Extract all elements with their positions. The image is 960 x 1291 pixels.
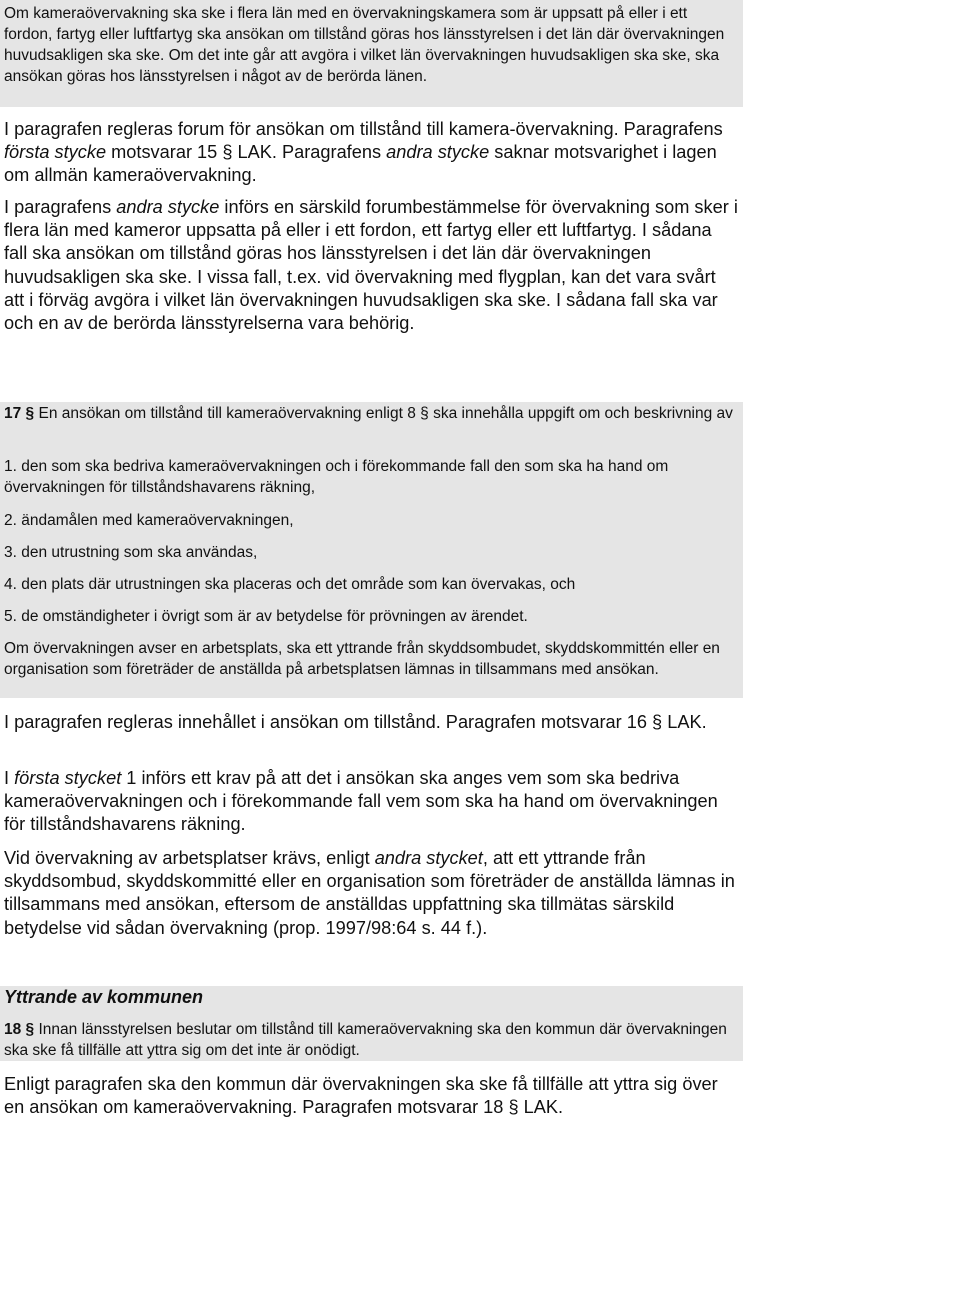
comment-16-paragraph-1: I paragrafen regleras forum för ansökan om tillstånd till kamera-övervakning. Paragrafens första stycke motsvarar 15 § LAK. Paragrafens andra stycke saknar motsvarighet i lagen om allmän kameraövervakning. [4,119,723,186]
section-18-number: 18 § [4,1021,35,1038]
comment-16-paragraph-2: I paragrafens andra stycke införs en särskild forumbestämmelse för övervakning som sker i flera län med kameror uppsatta på eller i ett fordon, ett fartyg eller ett luftfartyg. I sådana fall ska ansökan om tillstånd göras hos länsstyrelsen i det län där övervakningen huvudsakligen ska ske. I vissa fall, t.ex. vid övervakning med flygplan, kan det vara svårt att i förväg avgöra i vilket län övervakningen huvudsakligen ska ske. I sådana fall ska var och en av de berörda länsstyrelserna vara behörig. [4,197,738,334]
section-17-number: 17 § [4,405,35,422]
section-17-item-2: 2. ändamålen med kameraövervakningen, [4,512,294,529]
section-16-law-text: Om kameraövervakning ska ske i flera län med en övervakningskamera som är uppsatt på eller i ett fordon, fartyg eller luftfartyg ska ansökan om tillstånd göras hos länsstyrelsen i det län där övervakningen huvudsakligen ska ske. Om det inte går att avgöra i vilket län övervakningen huvudsakligen ska ske, ska ansökan göras hos länsstyrelsen i något av de berörda länen. [4,5,725,85]
section-17-item-5: 5. de omständigheter i övrigt som är av betydelse för prövningen av ärendet. [4,608,528,625]
comment-17-paragraph-1: I paragrafen regleras innehållet i ansökan om tillstånd. Paragrafen motsvarar 16 § LAK. [4,712,707,732]
section-18-law-text: 18 § Innan länsstyrelsen beslutar om tillstånd till kameraövervakning ska den kommun där övervakningen ska ske få tillfälle att yttra sig om det inte är onödigt. [4,1021,727,1059]
section-17-item-4: 4. den plats där utrustningen ska placeras och det område som kan övervakas, och [4,576,576,593]
comment-18-paragraph: Enligt paragrafen ska den kommun där övervakningen ska ske få tillfälle att yttra sig över en ansökan om kameraövervakning. Paragrafen motsvarar 18 § LAK. [4,1074,718,1118]
comment-17-paragraph-3: Vid övervakning av arbetsplatser krävs, enligt andra stycket, att ett yttrande från skyddsombud, skyddskommitté eller en organisation som företräder de anställda lämnas in tillsammans med ansökan, eftersom de anställdas uppfattning ska tillmätas särskild betydelse vid sådan övervakning (prop. 1997/98:64 s. 44 f.). [4,848,735,938]
section-17-closing: Om övervakningen avser en arbetsplats, ska ett yttrande från skyddsombudet, skyddskommittén eller en organisation som företräder de anställda på arbetsplatsen lämnas in tillsammans med ansökan. [4,640,720,678]
comment-17-paragraph-2: I första stycket 1 införs ett krav på att det i ansökan ska anges vem som ska bedriva kameraövervakningen och i förekommande fall vem som ska ha hand om övervakningen för tillståndshavarens räkning. [4,768,718,835]
section-heading-yttrande: Yttrande av kommunen [4,987,204,1007]
section-17-item-3: 3. den utrustning som ska användas, [4,544,258,561]
section-17-intro: 17 § En ansökan om tillstånd till kameraövervakning enligt 8 § ska innehålla uppgift om och beskrivning av [4,405,733,422]
section-17-item-1: 1. den som ska bedriva kameraövervakningen och i förekommande fall den som ska ha hand om övervakningen för tillståndshavarens räkning, [4,458,669,496]
